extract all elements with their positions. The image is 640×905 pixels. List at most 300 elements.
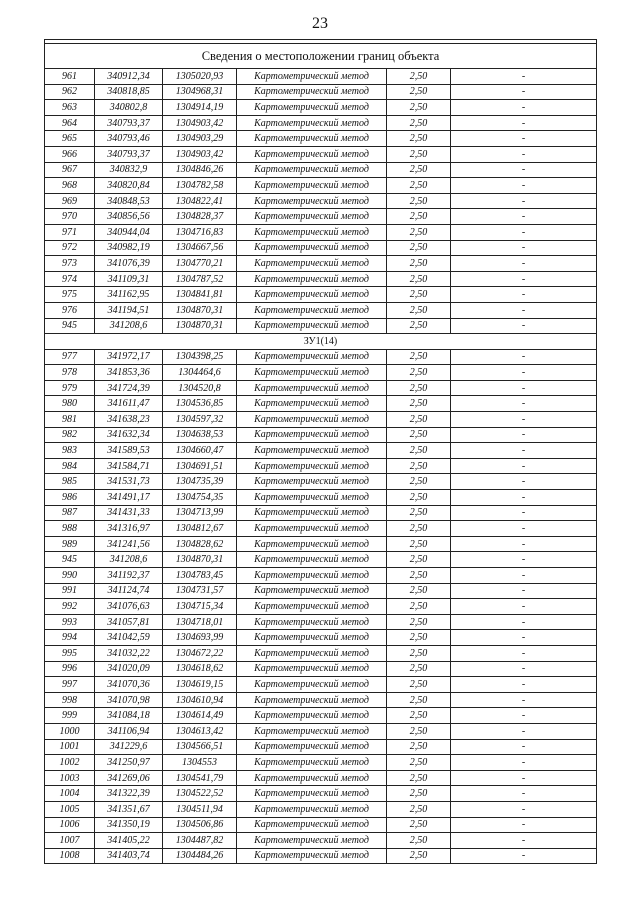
method-cell: Картометрический метод	[237, 490, 387, 506]
x-coordinate-cell: 341194,51	[95, 302, 163, 318]
point-number-cell: 973	[45, 256, 95, 272]
accuracy-cell: 2,50	[387, 380, 451, 396]
point-number-cell: 974	[45, 271, 95, 287]
accuracy-cell: 2,50	[387, 739, 451, 755]
method-cell: Картометрический метод	[237, 786, 387, 802]
table-row	[45, 193, 597, 209]
point-number-cell: 1002	[45, 755, 95, 771]
accuracy-cell: 2,50	[387, 365, 451, 381]
table-row	[45, 817, 597, 833]
description-cell: -	[451, 396, 597, 412]
y-coordinate-cell: 1304484,26	[163, 848, 237, 864]
point-number-cell: 945	[45, 552, 95, 568]
accuracy-cell: 2,50	[387, 100, 451, 116]
table-row	[45, 536, 597, 552]
method-cell: Картометрический метод	[237, 412, 387, 428]
description-cell: -	[451, 552, 597, 568]
point-number-cell: 972	[45, 240, 95, 256]
accuracy-cell: 2,50	[387, 833, 451, 849]
table-row	[45, 490, 597, 506]
method-cell: Картометрический метод	[237, 100, 387, 116]
point-number-cell: 1001	[45, 739, 95, 755]
x-coordinate-cell: 340912,34	[95, 69, 163, 85]
table-row	[45, 677, 597, 693]
y-coordinate-cell: 1304841,81	[163, 287, 237, 303]
table-row	[45, 178, 597, 194]
y-coordinate-cell: 1304522,52	[163, 786, 237, 802]
point-number-cell: 1004	[45, 786, 95, 802]
accuracy-cell: 2,50	[387, 115, 451, 131]
accuracy-cell: 2,50	[387, 505, 451, 521]
description-cell: -	[451, 474, 597, 490]
table-row	[45, 209, 597, 225]
table-row	[45, 271, 597, 287]
y-coordinate-cell: 1304735,39	[163, 474, 237, 490]
y-coordinate-cell: 1304597,32	[163, 412, 237, 428]
y-coordinate-cell: 1304506,86	[163, 817, 237, 833]
table-title: Сведения о местоположении границ объекта	[45, 44, 597, 69]
accuracy-cell: 2,50	[387, 349, 451, 365]
table-row	[45, 474, 597, 490]
accuracy-cell: 2,50	[387, 708, 451, 724]
table-row	[45, 396, 597, 412]
method-cell: Картометрический метод	[237, 427, 387, 443]
x-coordinate-cell: 340793,37	[95, 146, 163, 162]
description-cell: -	[451, 755, 597, 771]
y-coordinate-cell: 1304713,99	[163, 505, 237, 521]
method-cell: Картометрический метод	[237, 302, 387, 318]
x-coordinate-cell: 341192,37	[95, 568, 163, 584]
x-coordinate-cell: 341269,06	[95, 770, 163, 786]
method-cell: Картометрический метод	[237, 552, 387, 568]
y-coordinate-cell: 1304553	[163, 755, 237, 771]
description-cell: -	[451, 599, 597, 615]
accuracy-cell: 2,50	[387, 568, 451, 584]
group-label: ЗУ1(14)	[45, 334, 597, 350]
accuracy-cell: 2,50	[387, 427, 451, 443]
method-cell: Картометрический метод	[237, 69, 387, 85]
accuracy-cell: 2,50	[387, 599, 451, 615]
description-cell: -	[451, 380, 597, 396]
table-row	[45, 380, 597, 396]
y-coordinate-cell: 1304716,83	[163, 224, 237, 240]
accuracy-cell: 2,50	[387, 583, 451, 599]
description-cell: -	[451, 770, 597, 786]
x-coordinate-cell: 341241,56	[95, 536, 163, 552]
table-row	[45, 115, 597, 131]
description-cell: -	[451, 256, 597, 272]
x-coordinate-cell: 341042,59	[95, 630, 163, 646]
accuracy-cell: 2,50	[387, 536, 451, 552]
y-coordinate-cell: 1304541,79	[163, 770, 237, 786]
point-number-cell: 984	[45, 458, 95, 474]
x-coordinate-cell: 341972,17	[95, 349, 163, 365]
point-number-cell: 979	[45, 380, 95, 396]
description-cell: -	[451, 645, 597, 661]
table-row	[45, 240, 597, 256]
description-cell: -	[451, 349, 597, 365]
point-number-cell: 980	[45, 396, 95, 412]
group-header-row	[45, 334, 597, 350]
point-number-cell: 990	[45, 568, 95, 584]
x-coordinate-cell: 341070,36	[95, 677, 163, 693]
description-cell: -	[451, 723, 597, 739]
x-coordinate-cell: 341106,94	[95, 723, 163, 739]
y-coordinate-cell: 1304846,26	[163, 162, 237, 178]
description-cell: -	[451, 568, 597, 584]
accuracy-cell: 2,50	[387, 302, 451, 318]
description-cell: -	[451, 536, 597, 552]
description-cell: -	[451, 412, 597, 428]
description-cell: -	[451, 458, 597, 474]
description-cell: -	[451, 490, 597, 506]
table-row	[45, 583, 597, 599]
x-coordinate-cell: 340848,53	[95, 193, 163, 209]
description-cell: -	[451, 365, 597, 381]
point-number-cell: 995	[45, 645, 95, 661]
x-coordinate-cell: 341405,22	[95, 833, 163, 849]
accuracy-cell: 2,50	[387, 458, 451, 474]
description-cell: -	[451, 69, 597, 85]
description-cell: -	[451, 162, 597, 178]
table-row	[45, 349, 597, 365]
accuracy-cell: 2,50	[387, 521, 451, 537]
point-number-cell: 986	[45, 490, 95, 506]
table-row	[45, 833, 597, 849]
table-row	[45, 427, 597, 443]
accuracy-cell: 2,50	[387, 474, 451, 490]
accuracy-cell: 2,50	[387, 552, 451, 568]
accuracy-cell: 2,50	[387, 240, 451, 256]
table-row	[45, 146, 597, 162]
method-cell: Картометрический метод	[237, 583, 387, 599]
method-cell: Картометрический метод	[237, 115, 387, 131]
x-coordinate-cell: 341084,18	[95, 708, 163, 724]
x-coordinate-cell: 341350,19	[95, 817, 163, 833]
description-cell: -	[451, 786, 597, 802]
method-cell: Картометрический метод	[237, 365, 387, 381]
x-coordinate-cell: 341584,71	[95, 458, 163, 474]
x-coordinate-cell: 341351,67	[95, 801, 163, 817]
description-cell: -	[451, 505, 597, 521]
accuracy-cell: 2,50	[387, 209, 451, 225]
method-cell: Картометрический метод	[237, 287, 387, 303]
table-row	[45, 708, 597, 724]
y-coordinate-cell: 1304718,01	[163, 614, 237, 630]
table-row	[45, 848, 597, 864]
description-cell: -	[451, 801, 597, 817]
accuracy-cell: 2,50	[387, 661, 451, 677]
method-cell: Картометрический метод	[237, 474, 387, 490]
method-cell: Картометрический метод	[237, 536, 387, 552]
table-row	[45, 256, 597, 272]
point-number-cell: 968	[45, 178, 95, 194]
point-number-cell: 1003	[45, 770, 95, 786]
table-row	[45, 224, 597, 240]
point-number-cell: 961	[45, 69, 95, 85]
method-cell: Картометрический метод	[237, 240, 387, 256]
y-coordinate-cell: 1304870,31	[163, 318, 237, 334]
y-coordinate-cell: 1305020,93	[163, 69, 237, 85]
x-coordinate-cell: 341531,73	[95, 474, 163, 490]
page-number: 23	[312, 15, 328, 32]
description-cell: -	[451, 209, 597, 225]
y-coordinate-cell: 1304638,53	[163, 427, 237, 443]
table-row	[45, 645, 597, 661]
table-row	[45, 723, 597, 739]
x-coordinate-cell: 340802,8	[95, 100, 163, 116]
table-row	[45, 443, 597, 459]
method-cell: Картометрический метод	[237, 801, 387, 817]
table-row	[45, 162, 597, 178]
accuracy-cell: 2,50	[387, 224, 451, 240]
method-cell: Картометрический метод	[237, 131, 387, 147]
point-number-cell: 983	[45, 443, 95, 459]
point-number-cell: 970	[45, 209, 95, 225]
method-cell: Картометрический метод	[237, 396, 387, 412]
point-number-cell: 1005	[45, 801, 95, 817]
description-cell: -	[451, 708, 597, 724]
point-number-cell: 966	[45, 146, 95, 162]
accuracy-cell: 2,50	[387, 801, 451, 817]
x-coordinate-cell: 340944,04	[95, 224, 163, 240]
x-coordinate-cell: 340982,19	[95, 240, 163, 256]
table-row	[45, 302, 597, 318]
point-number-cell: 981	[45, 412, 95, 428]
accuracy-cell: 2,50	[387, 817, 451, 833]
accuracy-cell: 2,50	[387, 677, 451, 693]
table-row	[45, 505, 597, 521]
y-coordinate-cell: 1304715,34	[163, 599, 237, 615]
description-cell: -	[451, 661, 597, 677]
point-number-cell: 962	[45, 84, 95, 100]
x-coordinate-cell: 341057,81	[95, 614, 163, 630]
accuracy-cell: 2,50	[387, 162, 451, 178]
x-coordinate-cell: 341853,36	[95, 365, 163, 381]
method-cell: Картометрический метод	[237, 614, 387, 630]
x-coordinate-cell: 340818,85	[95, 84, 163, 100]
y-coordinate-cell: 1304619,15	[163, 677, 237, 693]
table-row	[45, 84, 597, 100]
y-coordinate-cell: 1304520,8	[163, 380, 237, 396]
y-coordinate-cell: 1304828,37	[163, 209, 237, 225]
x-coordinate-cell: 341638,23	[95, 412, 163, 428]
accuracy-cell: 2,50	[387, 755, 451, 771]
table-row	[45, 69, 597, 85]
description-cell: -	[451, 583, 597, 599]
point-number-cell: 991	[45, 583, 95, 599]
x-coordinate-cell: 341076,63	[95, 599, 163, 615]
point-number-cell: 1008	[45, 848, 95, 864]
y-coordinate-cell: 1304667,56	[163, 240, 237, 256]
description-cell: -	[451, 817, 597, 833]
y-coordinate-cell: 1304828,62	[163, 536, 237, 552]
y-coordinate-cell: 1304903,42	[163, 146, 237, 162]
x-coordinate-cell: 341076,39	[95, 256, 163, 272]
point-number-cell: 969	[45, 193, 95, 209]
method-cell: Картометрический метод	[237, 723, 387, 739]
x-coordinate-cell: 341208,6	[95, 318, 163, 334]
point-number-cell: 977	[45, 349, 95, 365]
point-number-cell: 999	[45, 708, 95, 724]
accuracy-cell: 2,50	[387, 256, 451, 272]
point-number-cell: 998	[45, 692, 95, 708]
method-cell: Картометрический метод	[237, 84, 387, 100]
description-cell: -	[451, 833, 597, 849]
y-coordinate-cell: 1304822,41	[163, 193, 237, 209]
accuracy-cell: 2,50	[387, 84, 451, 100]
x-coordinate-cell: 341431,33	[95, 505, 163, 521]
x-coordinate-cell: 341611,47	[95, 396, 163, 412]
x-coordinate-cell: 340820,84	[95, 178, 163, 194]
method-cell: Картометрический метод	[237, 848, 387, 864]
y-coordinate-cell: 1304770,21	[163, 256, 237, 272]
table-row	[45, 786, 597, 802]
y-coordinate-cell: 1304870,31	[163, 302, 237, 318]
method-cell: Картометрический метод	[237, 755, 387, 771]
accuracy-cell: 2,50	[387, 645, 451, 661]
y-coordinate-cell: 1304566,51	[163, 739, 237, 755]
method-cell: Картометрический метод	[237, 692, 387, 708]
description-cell: -	[451, 287, 597, 303]
point-number-cell: 994	[45, 630, 95, 646]
method-cell: Картометрический метод	[237, 833, 387, 849]
accuracy-cell: 2,50	[387, 193, 451, 209]
y-coordinate-cell: 1304511,94	[163, 801, 237, 817]
method-cell: Картометрический метод	[237, 770, 387, 786]
description-cell: -	[451, 427, 597, 443]
method-cell: Картометрический метод	[237, 645, 387, 661]
accuracy-cell: 2,50	[387, 630, 451, 646]
description-cell: -	[451, 271, 597, 287]
table-row	[45, 661, 597, 677]
table-row	[45, 318, 597, 334]
method-cell: Картометрический метод	[237, 630, 387, 646]
x-coordinate-cell: 340832,9	[95, 162, 163, 178]
method-cell: Картометрический метод	[237, 443, 387, 459]
y-coordinate-cell: 1304487,82	[163, 833, 237, 849]
description-cell: -	[451, 630, 597, 646]
accuracy-cell: 2,50	[387, 146, 451, 162]
method-cell: Картометрический метод	[237, 162, 387, 178]
method-cell: Картометрический метод	[237, 677, 387, 693]
description-cell: -	[451, 131, 597, 147]
accuracy-cell: 2,50	[387, 770, 451, 786]
y-coordinate-cell: 1304691,51	[163, 458, 237, 474]
description-cell: -	[451, 178, 597, 194]
x-coordinate-cell: 341491,17	[95, 490, 163, 506]
point-number-cell: 965	[45, 131, 95, 147]
method-cell: Картометрический метод	[237, 817, 387, 833]
description-cell: -	[451, 318, 597, 334]
description-cell: -	[451, 848, 597, 864]
y-coordinate-cell: 1304613,42	[163, 723, 237, 739]
table-row	[45, 365, 597, 381]
accuracy-cell: 2,50	[387, 69, 451, 85]
point-number-cell: 989	[45, 536, 95, 552]
method-cell: Картометрический метод	[237, 349, 387, 365]
x-coordinate-cell: 341124,74	[95, 583, 163, 599]
y-coordinate-cell: 1304731,57	[163, 583, 237, 599]
accuracy-cell: 2,50	[387, 178, 451, 194]
table-row	[45, 521, 597, 537]
method-cell: Картометрический метод	[237, 739, 387, 755]
x-coordinate-cell: 341316,97	[95, 521, 163, 537]
y-coordinate-cell: 1304903,29	[163, 131, 237, 147]
table-row	[45, 131, 597, 147]
y-coordinate-cell: 1304783,45	[163, 568, 237, 584]
method-cell: Картометрический метод	[237, 271, 387, 287]
method-cell: Картометрический метод	[237, 178, 387, 194]
table-title-row	[45, 44, 597, 69]
x-coordinate-cell: 340793,37	[95, 115, 163, 131]
point-number-cell: 978	[45, 365, 95, 381]
accuracy-cell: 2,50	[387, 271, 451, 287]
method-cell: Картометрический метод	[237, 256, 387, 272]
description-cell: -	[451, 193, 597, 209]
method-cell: Картометрический метод	[237, 146, 387, 162]
accuracy-cell: 2,50	[387, 131, 451, 147]
y-coordinate-cell: 1304614,49	[163, 708, 237, 724]
table-row	[45, 755, 597, 771]
point-number-cell: 971	[45, 224, 95, 240]
method-cell: Картометрический метод	[237, 193, 387, 209]
x-coordinate-cell: 341250,97	[95, 755, 163, 771]
table-row	[45, 599, 597, 615]
y-coordinate-cell: 1304610,94	[163, 692, 237, 708]
table-row	[45, 614, 597, 630]
point-number-cell: 996	[45, 661, 95, 677]
accuracy-cell: 2,50	[387, 848, 451, 864]
point-number-cell: 988	[45, 521, 95, 537]
description-cell: -	[451, 100, 597, 116]
point-number-cell: 976	[45, 302, 95, 318]
table-row	[45, 739, 597, 755]
point-number-cell: 945	[45, 318, 95, 334]
x-coordinate-cell: 341724,39	[95, 380, 163, 396]
y-coordinate-cell: 1304536,85	[163, 396, 237, 412]
x-coordinate-cell: 341632,34	[95, 427, 163, 443]
x-coordinate-cell: 341109,31	[95, 271, 163, 287]
point-number-cell: 997	[45, 677, 95, 693]
description-cell: -	[451, 692, 597, 708]
table-row	[45, 100, 597, 116]
accuracy-cell: 2,50	[387, 723, 451, 739]
table-row	[45, 801, 597, 817]
method-cell: Картометрический метод	[237, 224, 387, 240]
y-coordinate-cell: 1304672,22	[163, 645, 237, 661]
method-cell: Картометрический метод	[237, 380, 387, 396]
y-coordinate-cell: 1304398,25	[163, 349, 237, 365]
description-cell: -	[451, 302, 597, 318]
method-cell: Картометрический метод	[237, 318, 387, 334]
point-number-cell: 975	[45, 287, 95, 303]
point-number-cell: 992	[45, 599, 95, 615]
description-cell: -	[451, 224, 597, 240]
method-cell: Картометрический метод	[237, 209, 387, 225]
x-coordinate-cell: 341589,53	[95, 443, 163, 459]
table-row	[45, 770, 597, 786]
y-coordinate-cell: 1304464,6	[163, 365, 237, 381]
description-cell: -	[451, 240, 597, 256]
x-coordinate-cell: 341032,22	[95, 645, 163, 661]
y-coordinate-cell: 1304618,62	[163, 661, 237, 677]
y-coordinate-cell: 1304787,52	[163, 271, 237, 287]
accuracy-cell: 2,50	[387, 318, 451, 334]
description-cell: -	[451, 677, 597, 693]
description-cell: -	[451, 521, 597, 537]
x-coordinate-cell: 341208,6	[95, 552, 163, 568]
